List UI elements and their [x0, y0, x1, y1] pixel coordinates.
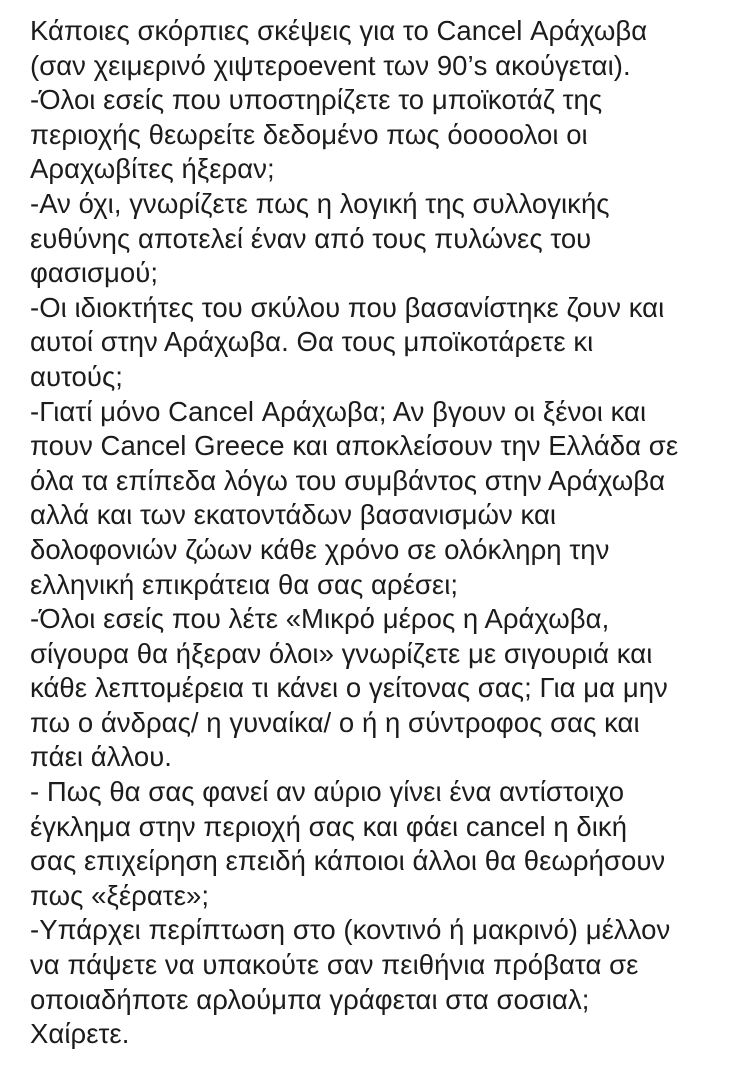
post-line: σίγουρα θα ήξεραν όλοι» γνωρίζετε με σιγουριά και — [30, 637, 653, 669]
post-line: σας επιχείρηση επειδή κάποιοι άλλοι θα θεωρήσουν — [30, 845, 666, 877]
post-line: -Υπάρχει περίπτωση στο (κοντινό ή μακρινό) μέλλον — [30, 914, 671, 946]
post-line: φασισμού; — [30, 257, 159, 289]
post-line: κάθε λεπτομέρεια τι κάνει ο γείτονας σας; Για μα μην — [30, 672, 668, 704]
post-line: αλλά και των εκατοντάδων βασανισμών και — [30, 499, 557, 531]
post-line: -Όλοι εσείς που λέτε «Μικρό μέρος η Αράχωβα, — [30, 603, 610, 635]
post-line: έγκλημα στην περιοχή σας και φάει cancel η δική — [30, 810, 628, 842]
post-line: περιοχής θεωρείτε δεδομένο πως όοοοολοι οι — [30, 118, 588, 150]
post-line: πως «ξέρατε»; — [30, 879, 210, 911]
post-line: πάει άλλου. — [30, 741, 172, 773]
post-line: Χαίρετε. — [30, 1018, 130, 1050]
post-line: Αραχωβίτες ήξεραν; — [30, 153, 275, 185]
post-line: ελληνική επικράτεια θα σας αρέσει; — [30, 568, 459, 600]
post-line: δολοφονιών ζώων κάθε χρόνο σε ολόκληρη την — [30, 533, 610, 565]
post-line: ευθύνης αποτελεί έναν από τους πυλώνες του — [30, 222, 592, 254]
post-line: πουν Cancel Greece και αποκλείσουν την Ελλάδα σε — [30, 430, 679, 462]
post-line: -Αν όχι, γνωρίζετε πως η λογική της συλλογικής — [30, 187, 610, 219]
post-line: οποιαδήποτε αρλούμπα γράφεται στα σοσιαλ; — [30, 983, 590, 1015]
post-line: (σαν χειμερινό χιψτεροevent των 90’s ακούγεται). — [30, 49, 631, 81]
post-line: αυτοί στην Αράχωβα. Θα τους μποϊκοτάρετε κι — [30, 326, 594, 358]
post-line: πω ο άνδρας/ η γυναίκα/ ο ή η σύντροφος σας και — [30, 706, 640, 738]
post-line: αυτούς; — [30, 360, 123, 392]
post-line: να πάψετε να υπακούτε σαν πειθήνια πρόβατα σε — [30, 949, 639, 981]
post-line: όλα τα επίπεδα λόγω του συμβάντος στην Αράχωβα — [30, 464, 666, 496]
post-line: - Πως θα σας φανεί αν αύριο γίνει ένα αντίστοιχο — [30, 776, 625, 808]
post-line: -Γιατί μόνο Cancel Αράχωβα; Αν βγουν οι ξένοι και — [30, 395, 647, 427]
post-line: Κάποιες σκόρπιες σκέψεις για το Cancel Αράχωβα — [30, 15, 648, 46]
post-line: -Οι ιδιοκτήτες του σκύλου που βασανίστηκε ζουν και — [30, 291, 665, 323]
post-line: -Όλοι εσείς που υποστηρίζετε το μποϊκοτάζ της — [30, 84, 603, 116]
